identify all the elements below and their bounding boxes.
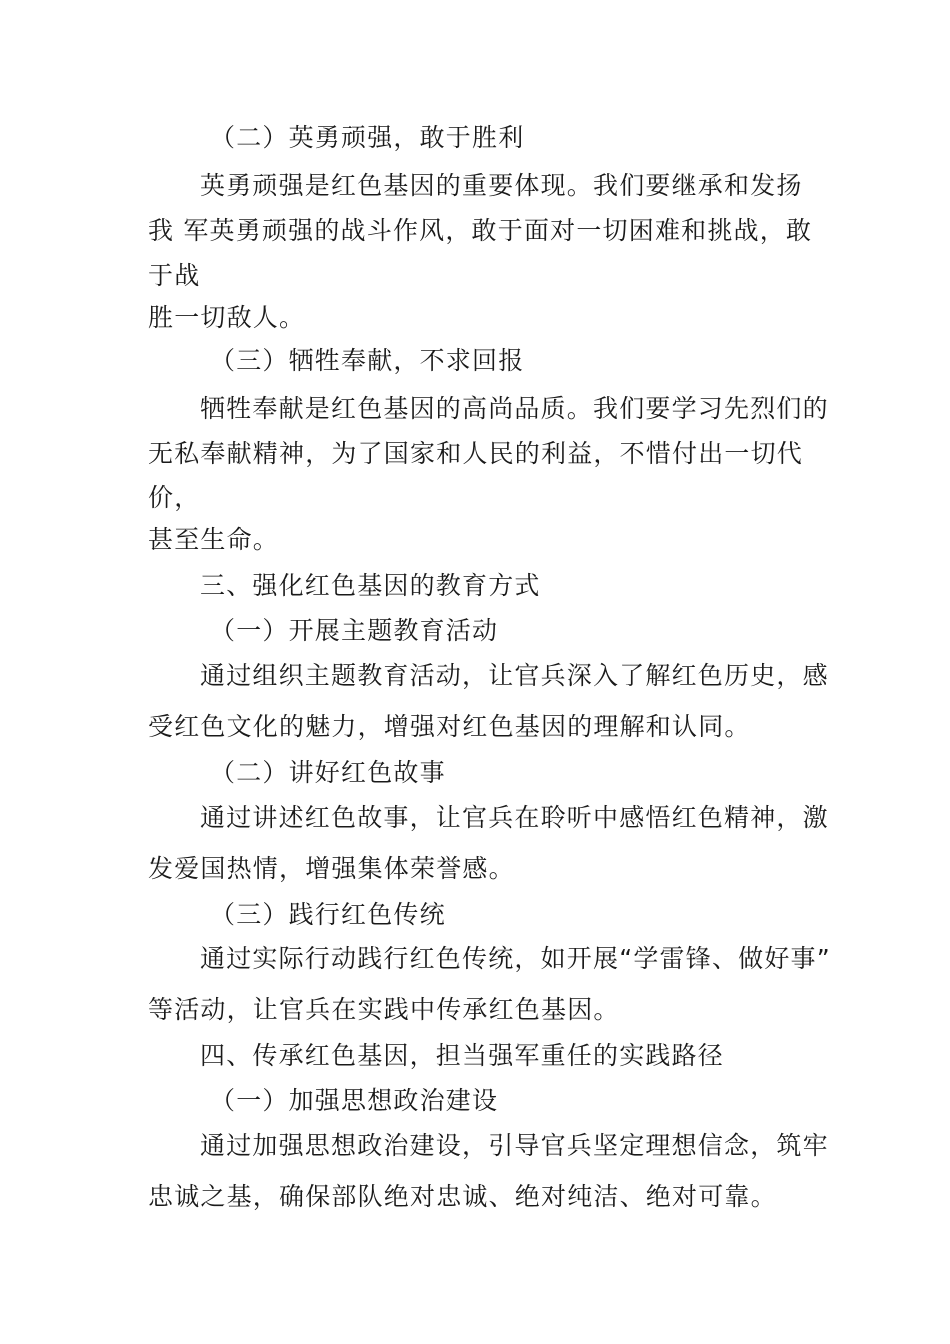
paragraph-line: 等活动，让官兵在实践中传承红色基因。 — [148, 995, 620, 1024]
paragraph-line: 甚至生命。 — [148, 525, 280, 554]
paragraph-line: 牺牲奉献是红色基因的高尚品质。我们要学习先烈们的 — [200, 394, 829, 423]
paragraph-line: 通过组织主题教育活动，让官兵深入了解红色历史，感 — [200, 661, 829, 690]
subheading-theme-edu: （一）开展主题教育活动 — [210, 616, 499, 645]
section-heading-4: 四、传承红色基因，担当强军重任的实践路径 — [200, 1041, 725, 1070]
subheading-political: （一）加强思想政治建设 — [210, 1086, 499, 1115]
subheading-red-stories: （二）讲好红色故事 — [210, 758, 446, 787]
paragraph-line: 胜一切敌人。 — [148, 303, 306, 332]
paragraph-line: 我 军英勇顽强的战斗作风，敢于面对一切困难和挑战，敢 — [148, 216, 813, 245]
paragraph-line: 受红色文化的魅力，增强对红色基因的理解和认同。 — [148, 712, 751, 741]
subheading-sacrifice: （三）牺牲奉献，不求回报 — [210, 346, 525, 375]
paragraph-line: 英勇顽强是红色基因的重要体现。我们要继承和发扬 — [200, 171, 803, 200]
paragraph-line: 通过加强思想政治建设，引导官兵坚定理想信念，筑牢 — [200, 1131, 829, 1160]
subheading-practice: （三）践行红色传统 — [210, 900, 446, 929]
paragraph-line: 忠诚之基，确保部队绝对忠诚、绝对纯洁、绝对可靠。 — [148, 1182, 777, 1211]
paragraph-line: 通过讲述红色故事，让官兵在聆听中感悟红色精神，激 — [200, 803, 829, 832]
paragraph-line: 发爱国热情，增强集体荣誉感。 — [148, 854, 515, 883]
subheading-heroic: （二）英勇顽强，敢于胜利 — [210, 123, 525, 152]
paragraph-line: 通过实际行动践行红色传统，如开展“学雷锋、做好事” — [200, 944, 831, 973]
section-heading-3: 三、强化红色基因的教育方式 — [200, 571, 541, 600]
paragraph-line: 于战 — [148, 261, 201, 290]
paragraph-line: 价， — [148, 483, 201, 512]
paragraph-line: 无私奉献精神，为了国家和人民的利益，不惜付出一切代 — [148, 439, 804, 468]
